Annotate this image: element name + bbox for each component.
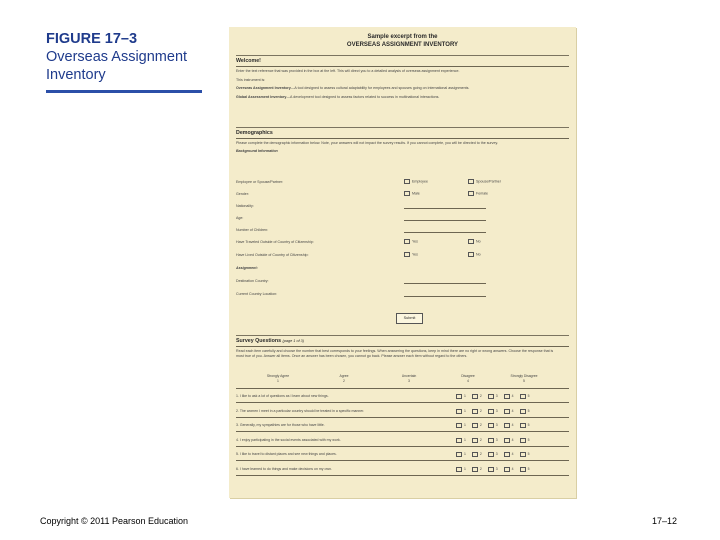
figure-number: FIGURE 17–3 bbox=[46, 31, 138, 47]
demographics-rule bbox=[236, 138, 569, 139]
option-traveled-no[interactable]: No bbox=[468, 239, 481, 244]
checkbox[interactable] bbox=[404, 191, 410, 196]
demographics-instructions: Please complete the demographic information below. Note, your answers will not impact the survey results. If you cannot complete, you will be directed to the survey. bbox=[236, 141, 499, 145]
option-female[interactable]: Female bbox=[468, 191, 488, 196]
rating-label: 3 bbox=[495, 437, 498, 442]
rating-checkbox[interactable] bbox=[472, 438, 478, 443]
checkbox[interactable] bbox=[468, 179, 474, 184]
welcome-intro: Enter the text reference that was provided in the box at the left. This will direct you to a detailed analysis of overseas assignment experience. bbox=[236, 69, 460, 73]
survey-question: 2. The women I meet in a particular country should be treated in a specific manner. bbox=[236, 408, 365, 413]
welcome-rule bbox=[236, 66, 569, 67]
rating-checkbox[interactable] bbox=[504, 423, 510, 428]
rating-label: 5 bbox=[527, 408, 530, 413]
figure-title-line1: Overseas Assignment bbox=[46, 49, 188, 65]
rating-label: 5 bbox=[527, 394, 530, 399]
checkbox[interactable] bbox=[468, 239, 474, 244]
age-input[interactable] bbox=[404, 220, 486, 221]
rating-label: 5 bbox=[527, 423, 530, 428]
rating-label: 5 bbox=[527, 452, 530, 457]
inventory-excerpt bbox=[229, 27, 576, 498]
field-age-label: Age: bbox=[236, 216, 244, 220]
rating-label: 1 bbox=[464, 466, 466, 471]
rating-checkbox[interactable] bbox=[504, 438, 510, 443]
rating-label: 5 bbox=[527, 437, 530, 442]
option-spouse-partner[interactable]: Spouse/Partner bbox=[468, 179, 501, 184]
field-lived-label: Have Lived Outside of Country of Citizenship: bbox=[236, 253, 309, 257]
welcome-heading: Welcome! bbox=[236, 58, 261, 64]
survey-question: 3. Generally, my sympathies are for those who have little. bbox=[236, 423, 325, 427]
welcome-purpose: This instrument is: bbox=[236, 78, 266, 83]
rating-label: 2 bbox=[479, 423, 482, 428]
survey-question: 4. I enjoy participating in the social events associated with my work. bbox=[236, 437, 341, 442]
rating-label: 1 bbox=[464, 408, 466, 413]
rating-checkbox[interactable] bbox=[488, 467, 494, 472]
checkbox[interactable] bbox=[404, 179, 410, 184]
rating-options bbox=[456, 409, 535, 414]
option-lived-no[interactable]: No bbox=[468, 252, 481, 257]
submit-button[interactable]: Submit bbox=[396, 313, 423, 324]
checkbox[interactable] bbox=[404, 252, 410, 257]
rating-label: 2 bbox=[479, 466, 482, 471]
rating-label: 3 bbox=[495, 452, 498, 457]
rating-checkbox[interactable] bbox=[456, 467, 462, 472]
excerpt-header bbox=[229, 33, 576, 49]
rating-checkbox[interactable] bbox=[472, 423, 478, 428]
option-employee[interactable]: Employee bbox=[404, 179, 428, 184]
option-lived-yes[interactable]: Yes bbox=[404, 252, 418, 257]
excerpt-header-line1: Sample excerpt from the bbox=[367, 34, 438, 40]
rating-checkbox[interactable] bbox=[488, 438, 494, 443]
rating-options bbox=[456, 452, 535, 457]
destination-input[interactable] bbox=[404, 283, 486, 284]
rating-checkbox[interactable] bbox=[488, 409, 494, 414]
rating-checkbox[interactable] bbox=[520, 409, 526, 414]
demographics-section bbox=[236, 127, 569, 333]
children-input[interactable] bbox=[404, 232, 486, 233]
rating-checkbox[interactable] bbox=[472, 452, 478, 457]
background-subheading: Background Information bbox=[236, 149, 278, 154]
field-assignment-label: Assignment: bbox=[236, 266, 258, 270]
rating-checkbox[interactable] bbox=[472, 409, 478, 414]
rating-checkbox[interactable] bbox=[520, 423, 526, 428]
rating-checkbox[interactable] bbox=[504, 452, 510, 457]
rating-checkbox[interactable] bbox=[520, 438, 526, 443]
gai-description: —A development tool designed to assess factors related to success in multinational interactions. bbox=[286, 94, 440, 99]
rating-checkbox[interactable] bbox=[456, 452, 462, 457]
field-nationality-label: Nationality: bbox=[236, 204, 254, 208]
rating-label: 4 bbox=[511, 423, 514, 428]
nationality-input[interactable] bbox=[404, 208, 486, 209]
field-current-country-label: Current Country Location: bbox=[236, 292, 278, 296]
oai-description: —A tool designed to assess cultural adaptability for employees and spouses going on international assignments. bbox=[290, 86, 470, 91]
question-divider bbox=[236, 417, 569, 418]
figure-heading bbox=[46, 30, 206, 84]
rating-label: 4 bbox=[511, 408, 514, 413]
rating-options bbox=[456, 423, 535, 428]
rating-checkbox[interactable] bbox=[488, 394, 494, 399]
scale-strongly-agree: Strongly Agree 1 bbox=[266, 374, 290, 383]
figure-divider bbox=[46, 90, 202, 93]
scale-disagree: Disagree 4 bbox=[461, 374, 475, 383]
scale-agree: Agree 2 bbox=[339, 374, 349, 383]
question-divider bbox=[236, 475, 569, 476]
field-destination-label: Destination Country: bbox=[236, 279, 269, 283]
rating-checkbox[interactable] bbox=[456, 423, 462, 428]
survey-page-note: (page 1 of 3) bbox=[282, 339, 305, 343]
rating-checkbox[interactable] bbox=[504, 467, 510, 472]
scale-uncertain: Uncertain 3 bbox=[401, 374, 417, 383]
oai-term: Overseas Assignment Inventory bbox=[236, 86, 291, 91]
rating-label: 4 bbox=[511, 452, 514, 457]
rating-options bbox=[456, 467, 535, 472]
rating-checkbox[interactable] bbox=[520, 394, 526, 399]
rating-checkbox[interactable] bbox=[472, 394, 478, 399]
rating-checkbox[interactable] bbox=[488, 452, 494, 457]
question-divider bbox=[236, 431, 569, 432]
rating-label: 1 bbox=[464, 437, 466, 442]
survey-heading-row bbox=[236, 338, 569, 344]
scale-rule bbox=[236, 388, 569, 389]
scale-strongly-disagree: Strongly Disagree 5 bbox=[510, 374, 538, 383]
copyright: Copyright © 2011 Pearson Education bbox=[40, 516, 189, 526]
rating-checkbox[interactable] bbox=[520, 467, 526, 472]
rating-checkbox[interactable] bbox=[504, 409, 510, 414]
field-traveled-label: Have Traveled Outside of Country of Citizenship: bbox=[236, 240, 314, 244]
rating-label: 4 bbox=[511, 466, 514, 471]
rating-label: 2 bbox=[479, 452, 482, 457]
rating-options bbox=[456, 394, 535, 399]
rating-label: 2 bbox=[479, 437, 482, 442]
survey-question: 6. I have learned to do things and make decisions on my own. bbox=[236, 466, 332, 471]
gai-term: Global Assessment Inventory bbox=[236, 94, 287, 99]
rating-checkbox[interactable] bbox=[456, 394, 462, 399]
survey-question: 5. I like to travel to distant places and see new things and places. bbox=[236, 452, 337, 456]
rating-label: 2 bbox=[479, 408, 482, 413]
survey-heading: Survey Questions bbox=[236, 338, 282, 344]
question-divider bbox=[236, 402, 569, 403]
rating-label: 5 bbox=[527, 466, 530, 471]
rating-checkbox[interactable] bbox=[504, 394, 510, 399]
field-children-label: Number of Children: bbox=[236, 228, 269, 232]
rating-options bbox=[456, 438, 535, 443]
page-number: 17–12 bbox=[652, 516, 678, 526]
rating-checkbox[interactable] bbox=[472, 467, 478, 472]
rating-label: 3 bbox=[495, 408, 498, 413]
rating-label: 1 bbox=[464, 394, 466, 399]
field-employee-label: Employee or Spouse/Partner: bbox=[236, 180, 284, 184]
survey-rule bbox=[236, 346, 569, 347]
checkbox[interactable] bbox=[468, 191, 474, 196]
rating-label: 2 bbox=[479, 394, 482, 399]
option-male[interactable]: Male bbox=[404, 191, 420, 196]
excerpt-header-line2: OVERSEAS ASSIGNMENT INVENTORY bbox=[346, 42, 459, 48]
rating-checkbox[interactable] bbox=[456, 409, 462, 414]
demographics-heading: Demographics bbox=[236, 130, 273, 136]
checkbox[interactable] bbox=[404, 239, 410, 244]
welcome-section bbox=[236, 55, 569, 126]
rating-label: 3 bbox=[495, 423, 498, 428]
survey-section bbox=[236, 335, 569, 496]
field-gender-label: Gender: bbox=[236, 192, 249, 196]
rating-checkbox[interactable] bbox=[520, 452, 526, 457]
survey-question: 1. I like to ask a lot of questions as I learn about new things. bbox=[236, 394, 329, 398]
option-traveled-yes[interactable]: Yes bbox=[404, 239, 418, 244]
rating-label: 4 bbox=[511, 437, 514, 442]
rating-label: 4 bbox=[511, 394, 514, 399]
rating-label: 3 bbox=[495, 466, 498, 471]
checkbox[interactable] bbox=[468, 252, 474, 257]
survey-instructions: Read each item carefully and choose the number that best corresponds to your feelings. When answering the questions, keep in mind there are no right or wrong answers. Choose the response that is most true of you. Answer all items. Once an answer has been chosen, you cannot go back. Please answer each item without regard to the others. bbox=[236, 349, 554, 359]
rating-checkbox[interactable] bbox=[488, 423, 494, 428]
question-divider bbox=[236, 446, 569, 447]
question-divider bbox=[236, 460, 569, 461]
rating-checkbox[interactable] bbox=[456, 438, 462, 443]
rating-label: 1 bbox=[464, 452, 466, 457]
rating-label: 1 bbox=[464, 423, 466, 428]
figure-title-line2: Inventory bbox=[46, 67, 106, 83]
current-country-input[interactable] bbox=[404, 296, 486, 297]
rating-label: 3 bbox=[495, 394, 498, 399]
